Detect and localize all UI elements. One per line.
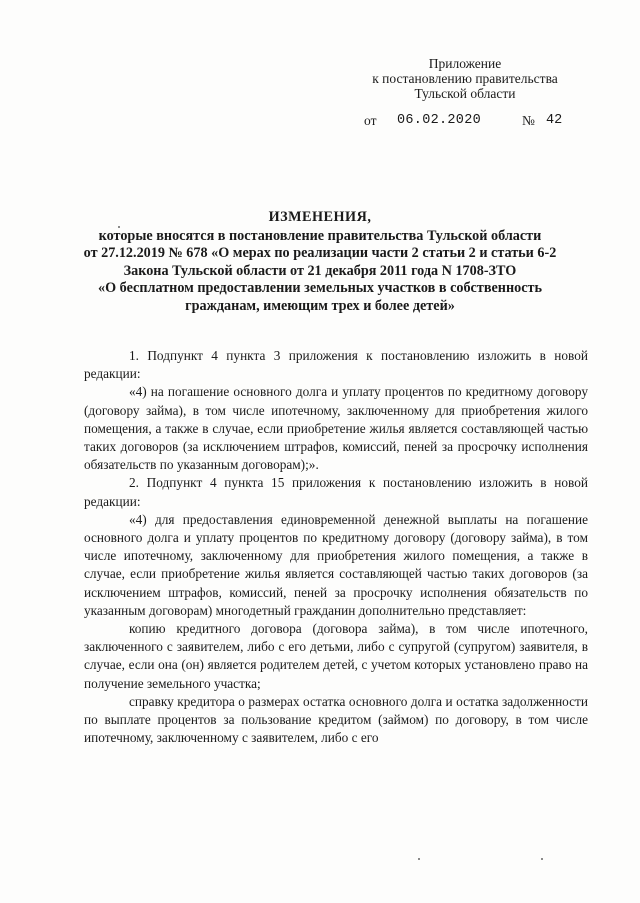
number-sign: № (522, 113, 535, 128)
date-prefix: от (364, 113, 377, 128)
title-heading: ИЗМЕНЕНИЯ, (268, 209, 372, 225)
paragraph: справку кредитора о размерах остатка основного долга и остатка задолженности по выплате процентов за пользование кредитом (займом) по договору, в том числе ипотечному, заключенному с заявителем, либо с его (84, 693, 588, 746)
paragraph: копию кредитного договора (договора займа), в том числе ипотечного, заключенного с заявителем, либо с его детьми, либо с супругой (супругом) заявителя, в случае, если она (он) является родителем детей, с учетом которых установлено право на получение земельного участка; (84, 621, 588, 691)
appendix-header (340, 56, 590, 101)
scan-speck (118, 226, 120, 228)
document-title (70, 209, 570, 316)
title-line: «О бесплатном предоставлении земельных участков в собственность (97, 280, 542, 297)
title-line: гражданам, имеющим трех и более детей» (185, 297, 455, 314)
document-body (84, 347, 588, 747)
paragraph: «4) для предоставления единовременной денежной выплаты на погашение основного долга и уплату процентов по кредитному договору (договору займа), в том числе ипотечному, заключенному для приобретения жилого помещения, а также в случае, если приобретение жилья является составляющей частью таких договоров (за исключением штрафов, комиссий, пеней за просрочку исполнения обязательств по указанным договорам) многодетный гражданин дополнительно представляет: (84, 511, 588, 618)
title-line: которые вносятся в постановление правительства Тульской области (98, 227, 542, 244)
title-line: от 27.12.2019 № 678 «О мерах по реализации части 2 статьи 2 и статьи 6-2 (83, 245, 557, 262)
resolution-number: 42 (546, 113, 563, 128)
paragraph: 2. Подпункт 4 пункта 15 приложения к постановлению изложить в новой редакции: (84, 475, 588, 509)
resolution-date-number (364, 113, 604, 131)
resolution-date: 06.02.2020 (397, 113, 482, 128)
scan-speck (541, 858, 543, 860)
appendix-line: к постановлению правительства (372, 71, 558, 86)
appendix-line: Тульской области (414, 86, 516, 101)
paragraph: 1. Подпункт 4 пункта 3 приложения к постановлению изложить в новой редакции: (84, 348, 588, 382)
appendix-line: Приложение (428, 56, 502, 71)
scan-speck (418, 858, 420, 860)
title-line: Закона Тульской области от 21 декабря 2011 года N 1708-ЗТО (123, 262, 517, 279)
paragraph: «4) на погашение основного долга и уплату процентов по кредитному договору (договору займа), в том числе ипотечному, заключенному для приобретения жилого помещения, а также в случае, если приобретение жилья является составляющей частью таких договоров (за исключением штрафов, комиссий, пеней за просрочку исполнения обязательств по указанным договорам);». (84, 384, 588, 473)
